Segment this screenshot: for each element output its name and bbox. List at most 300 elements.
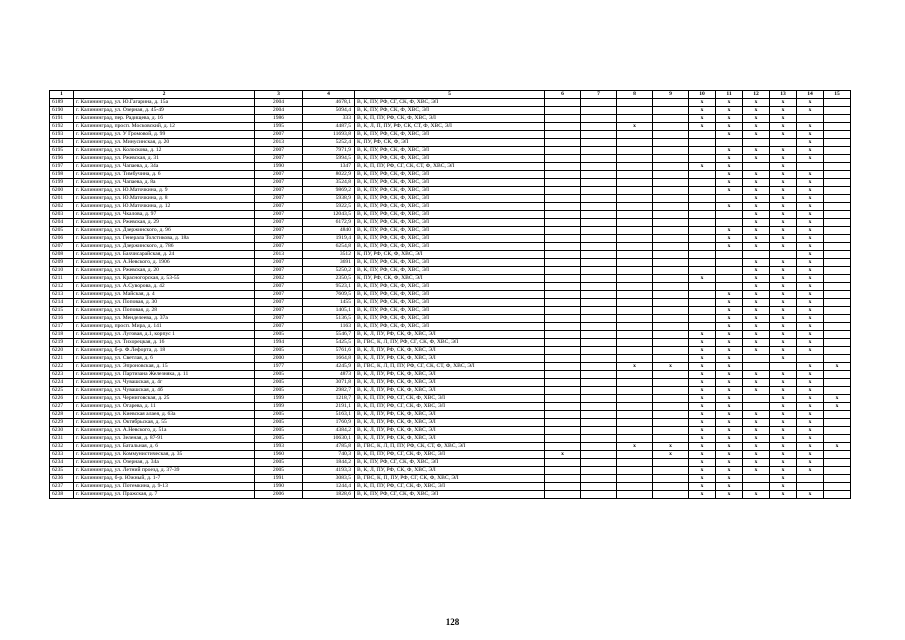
row-number-cell: 6210 xyxy=(50,266,74,274)
mark-cell: x xyxy=(716,154,743,162)
mark-cell xyxy=(824,106,851,114)
mark-cell xyxy=(617,306,653,314)
mark-cell xyxy=(824,298,851,306)
mark-cell xyxy=(581,242,617,250)
mark-cell xyxy=(545,234,581,242)
address-cell: г. Калининград, ул. Поповая, д. 28 xyxy=(74,306,255,314)
services-cell: К, ПУ, РФ, СК, Ф, ХВС, ЭЛ xyxy=(355,250,545,258)
area-cell: 4873 xyxy=(303,370,355,378)
address-cell: г. Калининград, ул. Чапаева, д. 8а xyxy=(74,178,255,186)
services-cell: В, К, ПУ, РФ, СК, Ф, ХВС, ЭЛ xyxy=(355,218,545,226)
address-cell: г. Калининград, ул. Ржевская, д. 31 xyxy=(74,154,255,162)
mark-cell: x xyxy=(770,234,797,242)
mark-cell xyxy=(653,122,689,130)
row-number-cell: 6232 xyxy=(50,442,74,450)
mark-cell: x xyxy=(797,266,824,274)
mark-cell: x xyxy=(770,194,797,202)
mark-cell: x xyxy=(743,410,770,418)
mark-cell: x xyxy=(716,450,743,458)
mark-cell: x xyxy=(689,98,716,106)
row-number-cell: 6235 xyxy=(50,466,74,474)
table-row xyxy=(50,402,851,410)
mark-cell xyxy=(545,322,581,330)
mark-cell xyxy=(617,386,653,394)
row-number-cell: 6222 xyxy=(50,362,74,370)
address-cell: г. Калининград, ул. Партизана Железняка, д. 11 xyxy=(74,370,255,378)
mark-cell xyxy=(581,178,617,186)
area-cell: 12043,5 xyxy=(303,210,355,218)
address-cell: г. Калининград, ул. Тихорецкая, д. 16 xyxy=(74,338,255,346)
mark-cell xyxy=(689,218,716,226)
address-cell: г. Калининград, ул. Луговая, д.1, корпус 1 xyxy=(74,330,255,338)
mark-cell xyxy=(545,394,581,402)
row-number-cell: 6220 xyxy=(50,346,74,354)
mark-cell xyxy=(545,178,581,186)
mark-cell: x xyxy=(716,442,743,450)
mark-cell xyxy=(689,210,716,218)
services-cell: В, К, П, ПУ, РФ, СГ, СК, Ф, ХВС, ЭЛ xyxy=(355,450,545,458)
mark-cell xyxy=(824,338,851,346)
mark-cell: x xyxy=(743,146,770,154)
mark-cell: x xyxy=(797,242,824,250)
services-cell: В, К, ПУ, РФ, СГ, СК, Ф, ХВС, ЭЛ xyxy=(355,490,545,498)
mark-cell xyxy=(545,442,581,450)
row-number-cell: 6238 xyxy=(50,490,74,498)
area-cell: 1664,8 xyxy=(303,354,355,362)
mark-cell xyxy=(581,250,617,258)
mark-cell xyxy=(716,250,743,258)
mark-cell xyxy=(689,234,716,242)
mark-cell: x xyxy=(770,290,797,298)
mark-cell xyxy=(689,178,716,186)
mark-cell xyxy=(653,290,689,298)
table-row xyxy=(50,370,851,378)
address-cell: г. Калининград, просп. Мира, д. 141 xyxy=(74,322,255,330)
mark-cell: x xyxy=(770,226,797,234)
row-number-cell: 6214 xyxy=(50,298,74,306)
mark-cell xyxy=(545,362,581,370)
mark-cell: x xyxy=(797,362,824,370)
mark-cell xyxy=(653,138,689,146)
mark-cell: x xyxy=(743,426,770,434)
mark-cell xyxy=(653,130,689,138)
mark-cell xyxy=(797,474,824,482)
mark-cell: x xyxy=(797,274,824,282)
year-built-cell: 2007 xyxy=(255,242,303,250)
address-cell: г. Калининград, ул. Ю.Маточкина, д. 8 xyxy=(74,194,255,202)
row-number-cell: 6202 xyxy=(50,202,74,210)
mark-cell: x xyxy=(770,178,797,186)
table-row xyxy=(50,354,851,362)
mark-cell xyxy=(545,410,581,418)
mark-cell: x xyxy=(743,338,770,346)
mark-cell xyxy=(581,226,617,234)
mark-cell xyxy=(824,434,851,442)
address-cell: г. Калининград, ул. Ржевская, д. 20 xyxy=(74,266,255,274)
mark-cell: x xyxy=(770,98,797,106)
mark-cell: x xyxy=(770,474,797,482)
mark-cell: x xyxy=(689,450,716,458)
mark-cell: x xyxy=(770,330,797,338)
mark-cell xyxy=(653,394,689,402)
mark-cell xyxy=(617,450,653,458)
address-cell: г. Калининград, ул. Октябрьская, д. 55 xyxy=(74,418,255,426)
mark-cell xyxy=(770,138,797,146)
mark-cell xyxy=(653,466,689,474)
mark-cell: x xyxy=(743,418,770,426)
table-row xyxy=(50,322,851,330)
table-row xyxy=(50,346,851,354)
mark-cell xyxy=(770,250,797,258)
year-built-cell: 2005 xyxy=(255,370,303,378)
mark-cell xyxy=(653,282,689,290)
year-built-cell: 2007 xyxy=(255,210,303,218)
year-built-cell: 1999 xyxy=(255,402,303,410)
mark-cell xyxy=(581,138,617,146)
mark-cell xyxy=(653,458,689,466)
mark-cell: x xyxy=(716,146,743,154)
mark-cell xyxy=(689,322,716,330)
mark-cell: x xyxy=(770,370,797,378)
services-cell: В, К, ПУ, РФ, СК, Ф, ХВС, ЭЛ xyxy=(355,298,545,306)
mark-cell: x xyxy=(689,442,716,450)
mark-cell: x xyxy=(743,306,770,314)
mark-cell xyxy=(617,130,653,138)
area-cell: 1919,4 xyxy=(303,234,355,242)
mark-cell xyxy=(743,474,770,482)
year-built-cell: 1986 xyxy=(255,114,303,122)
row-number-cell: 6209 xyxy=(50,258,74,266)
table-row xyxy=(50,386,851,394)
area-cell: 1405,1 xyxy=(303,306,355,314)
mark-cell xyxy=(824,290,851,298)
mark-cell xyxy=(617,370,653,378)
services-cell: В, К, ПУ, РФ, СК, Ф, ХВС, ЭЛ xyxy=(355,146,545,154)
mark-cell: x xyxy=(743,194,770,202)
services-cell: В, К, ПУ, РФ, СК, Ф, ХВС, ЭЛ xyxy=(355,154,545,162)
mark-cell xyxy=(545,170,581,178)
mark-cell xyxy=(824,242,851,250)
mark-cell: x xyxy=(743,114,770,122)
mark-cell xyxy=(581,322,617,330)
mark-cell xyxy=(545,370,581,378)
table-row xyxy=(50,106,851,114)
mark-cell: x xyxy=(770,202,797,210)
row-number-cell: 6201 xyxy=(50,194,74,202)
mark-cell xyxy=(653,250,689,258)
mark-cell: x xyxy=(743,258,770,266)
mark-cell xyxy=(689,290,716,298)
mark-cell xyxy=(689,130,716,138)
table-row xyxy=(50,474,851,482)
address-cell: г. Калининград, ул. Ю.Маточкина, д. 9 xyxy=(74,186,255,194)
services-cell: В, К, ПУ, РФ, СК, Ф, ХВС, ЭЛ xyxy=(355,282,545,290)
address-cell: г. Калининград, ул. Потемкина, д. 9-13 xyxy=(74,482,255,490)
table-row xyxy=(50,338,851,346)
mark-cell xyxy=(617,202,653,210)
mark-cell xyxy=(797,162,824,170)
mark-cell: x xyxy=(716,490,743,498)
mark-cell xyxy=(545,402,581,410)
mark-cell xyxy=(824,410,851,418)
mark-cell xyxy=(653,202,689,210)
mark-cell xyxy=(653,378,689,386)
address-cell: г. Калининград, ул. Чувашская, д. 4б xyxy=(74,386,255,394)
mark-cell xyxy=(653,474,689,482)
mark-cell xyxy=(716,210,743,218)
row-number-cell: 6221 xyxy=(50,354,74,362)
mark-cell: x xyxy=(716,290,743,298)
mark-cell: x xyxy=(797,106,824,114)
mark-cell xyxy=(653,314,689,322)
mark-cell: x xyxy=(716,354,743,362)
mark-cell xyxy=(689,282,716,290)
mark-cell xyxy=(824,330,851,338)
mark-cell: x xyxy=(770,258,797,266)
mark-cell xyxy=(824,154,851,162)
table-row xyxy=(50,178,851,186)
mark-cell xyxy=(653,410,689,418)
row-number-cell: 6213 xyxy=(50,290,74,298)
mark-cell: x xyxy=(716,114,743,122)
table-row xyxy=(50,210,851,218)
mark-cell: x xyxy=(743,210,770,218)
table-row xyxy=(50,314,851,322)
mark-cell xyxy=(653,386,689,394)
services-cell: В, К, ПУ, РФ, СК, Ф, ХВС, ЭЛ xyxy=(355,226,545,234)
mark-cell: x xyxy=(797,122,824,130)
mark-cell xyxy=(545,426,581,434)
mark-cell: x xyxy=(770,306,797,314)
mark-cell xyxy=(545,258,581,266)
services-cell: В, ГВС, К, Л, П, ПУ, РФ, СК, СТ, Ф, ХВС, ЭЛ xyxy=(355,442,545,450)
mark-cell: x xyxy=(689,330,716,338)
area-cell: 9523,1 xyxy=(303,282,355,290)
services-cell: В, К, Л, ПУ, РФ, СК, Ф, ХВС, ЭЛ xyxy=(355,386,545,394)
mark-cell: x xyxy=(689,466,716,474)
mark-cell xyxy=(617,146,653,154)
mark-cell xyxy=(824,458,851,466)
mark-cell: x xyxy=(797,202,824,210)
mark-cell xyxy=(743,250,770,258)
services-cell: В, К, ПУ, РФ, СК, Ф, ХВС, ЭЛ xyxy=(355,258,545,266)
table-row xyxy=(50,226,851,234)
row-number-cell: 6208 xyxy=(50,250,74,258)
mark-cell xyxy=(617,418,653,426)
mark-cell xyxy=(581,114,617,122)
year-built-cell: 1990 xyxy=(255,162,303,170)
mark-cell xyxy=(581,234,617,242)
row-number-cell: 6199 xyxy=(50,178,74,186)
services-cell: В, К, П, ПУ, РФ, СГ, СК, СТ, Ф, ХВС, ЭЛ xyxy=(355,162,545,170)
mark-cell: x xyxy=(797,178,824,186)
mark-cell: x xyxy=(689,402,716,410)
mark-cell: x xyxy=(743,442,770,450)
services-cell: В, К, ПУ, РФ, СК, Ф, ХВС, ЭЛ xyxy=(355,234,545,242)
mark-cell xyxy=(581,290,617,298)
mark-cell: x xyxy=(770,130,797,138)
services-cell: В, К, Л, ПУ, РФ, СК, Ф, ХВС, ЭЛ xyxy=(355,418,545,426)
mark-cell: x xyxy=(770,354,797,362)
mark-cell: x xyxy=(797,186,824,194)
mark-cell xyxy=(824,194,851,202)
mark-cell xyxy=(653,170,689,178)
area-cell: 6172,9 xyxy=(303,218,355,226)
mark-cell xyxy=(797,482,824,490)
mark-cell xyxy=(653,346,689,354)
mark-cell xyxy=(689,314,716,322)
address-cell: г. Калининград, ул. Эпроновская, д. 15 xyxy=(74,362,255,370)
address-cell: г. Калининград, ул. Чувашская, д. 4г xyxy=(74,378,255,386)
table-row xyxy=(50,418,851,426)
mark-cell: x xyxy=(689,106,716,114)
services-cell: В, К, ПУ, РФ, СГ, СК, Ф, ХВС, ЭЛ xyxy=(355,98,545,106)
mark-cell xyxy=(617,218,653,226)
mark-cell xyxy=(824,426,851,434)
mark-cell xyxy=(545,218,581,226)
mark-cell xyxy=(824,306,851,314)
mark-cell xyxy=(824,258,851,266)
table-row xyxy=(50,442,851,450)
services-cell: В, К, Л, П, ПУ, РФ, СК, СТ, Ф, ХВС, ЭЛ xyxy=(355,122,545,130)
year-built-cell: 2005 xyxy=(255,378,303,386)
table-row xyxy=(50,458,851,466)
mark-cell: x xyxy=(743,154,770,162)
area-cell: 1347 xyxy=(303,162,355,170)
mark-cell: x xyxy=(797,330,824,338)
mark-cell xyxy=(545,298,581,306)
mark-cell xyxy=(581,458,617,466)
mark-cell: x xyxy=(716,418,743,426)
mark-cell: x xyxy=(797,314,824,322)
mark-cell xyxy=(824,370,851,378)
row-number-cell: 6215 xyxy=(50,306,74,314)
row-number-cell: 6224 xyxy=(50,378,74,386)
row-number-cell: 6207 xyxy=(50,242,74,250)
mark-cell: x xyxy=(743,186,770,194)
mark-cell xyxy=(689,226,716,234)
mark-cell xyxy=(824,138,851,146)
mark-cell xyxy=(581,354,617,362)
mark-cell xyxy=(824,218,851,226)
area-cell: 4245,9 xyxy=(303,362,355,370)
mark-cell: x xyxy=(824,362,851,370)
mark-cell: x xyxy=(797,210,824,218)
mark-cell xyxy=(581,394,617,402)
mark-cell: x xyxy=(770,114,797,122)
address-cell: г. Калининград, ул. Майская, д. 4 xyxy=(74,290,255,298)
mark-cell: x xyxy=(824,394,851,402)
year-built-cell: 2004 xyxy=(255,106,303,114)
mark-cell: x xyxy=(689,426,716,434)
mark-cell: x xyxy=(770,490,797,498)
mark-cell: x xyxy=(716,202,743,210)
area-cell: 3083,5 xyxy=(303,474,355,482)
services-cell: В, К, ПУ, РФ, СК, Ф, ХВС, ЭЛ xyxy=(355,178,545,186)
area-cell: 4487,5 xyxy=(303,122,355,130)
mark-cell xyxy=(653,210,689,218)
address-cell: г. Калининград, ул. А.Суворова, д. 42 xyxy=(74,282,255,290)
mark-cell: x xyxy=(689,490,716,498)
area-cell: 4678,1 xyxy=(303,98,355,106)
mark-cell xyxy=(824,226,851,234)
mark-cell xyxy=(617,186,653,194)
year-built-cell: 2005 xyxy=(255,410,303,418)
table-row xyxy=(50,122,851,130)
address-cell: г. Калининград, ул. Черниговская, д. 25 xyxy=(74,394,255,402)
column-number-header: 14 xyxy=(797,91,824,99)
mark-cell xyxy=(617,322,653,330)
year-built-cell: 2005 xyxy=(255,466,303,474)
mark-cell xyxy=(743,162,770,170)
area-cell: 1244,4 xyxy=(303,482,355,490)
mark-cell xyxy=(653,266,689,274)
mark-cell: x xyxy=(743,346,770,354)
mark-cell xyxy=(653,370,689,378)
mark-cell xyxy=(617,290,653,298)
year-built-cell: 2013 xyxy=(255,138,303,146)
table-row xyxy=(50,202,851,210)
year-built-cell: 2007 xyxy=(255,218,303,226)
area-cell: 740,3 xyxy=(303,450,355,458)
table-row xyxy=(50,362,851,370)
mark-cell: x xyxy=(797,394,824,402)
mark-cell xyxy=(743,482,770,490)
services-cell: В, К, ПУ, РФ, СК, Ф, ХВС, ЭЛ xyxy=(355,186,545,194)
mark-cell xyxy=(653,114,689,122)
mark-cell xyxy=(581,162,617,170)
year-built-cell: 2007 xyxy=(255,290,303,298)
mark-cell xyxy=(824,282,851,290)
mark-cell xyxy=(653,338,689,346)
mark-cell xyxy=(653,154,689,162)
mark-cell: x xyxy=(770,410,797,418)
year-built-cell: 1977 xyxy=(255,362,303,370)
mark-cell xyxy=(824,482,851,490)
mark-cell xyxy=(743,354,770,362)
mark-cell xyxy=(545,282,581,290)
mark-cell xyxy=(716,218,743,226)
mark-cell: x xyxy=(716,466,743,474)
mark-cell xyxy=(581,298,617,306)
mark-cell xyxy=(581,330,617,338)
mark-cell: x xyxy=(743,290,770,298)
mark-cell: x xyxy=(770,106,797,114)
year-built-cell: 2007 xyxy=(255,146,303,154)
mark-cell xyxy=(770,362,797,370)
row-number-cell: 6226 xyxy=(50,394,74,402)
year-built-cell: 2007 xyxy=(255,266,303,274)
mark-cell: x xyxy=(716,306,743,314)
mark-cell xyxy=(545,210,581,218)
column-number-header: 2 xyxy=(74,91,255,99)
mark-cell xyxy=(689,154,716,162)
mark-cell: x xyxy=(743,122,770,130)
mark-cell xyxy=(581,194,617,202)
mark-cell xyxy=(617,178,653,186)
year-built-cell: 2007 xyxy=(255,234,303,242)
mark-cell xyxy=(824,418,851,426)
row-number-cell: 6212 xyxy=(50,282,74,290)
mark-cell xyxy=(824,490,851,498)
mark-cell: x xyxy=(797,290,824,298)
mark-cell xyxy=(824,178,851,186)
row-number-cell: 6230 xyxy=(50,426,74,434)
area-cell: 7971,9 xyxy=(303,146,355,154)
mark-cell xyxy=(617,170,653,178)
row-number-cell: 6216 xyxy=(50,314,74,322)
address-cell: г. Калининград, б-р. Южный, д. 1-7 xyxy=(74,474,255,482)
